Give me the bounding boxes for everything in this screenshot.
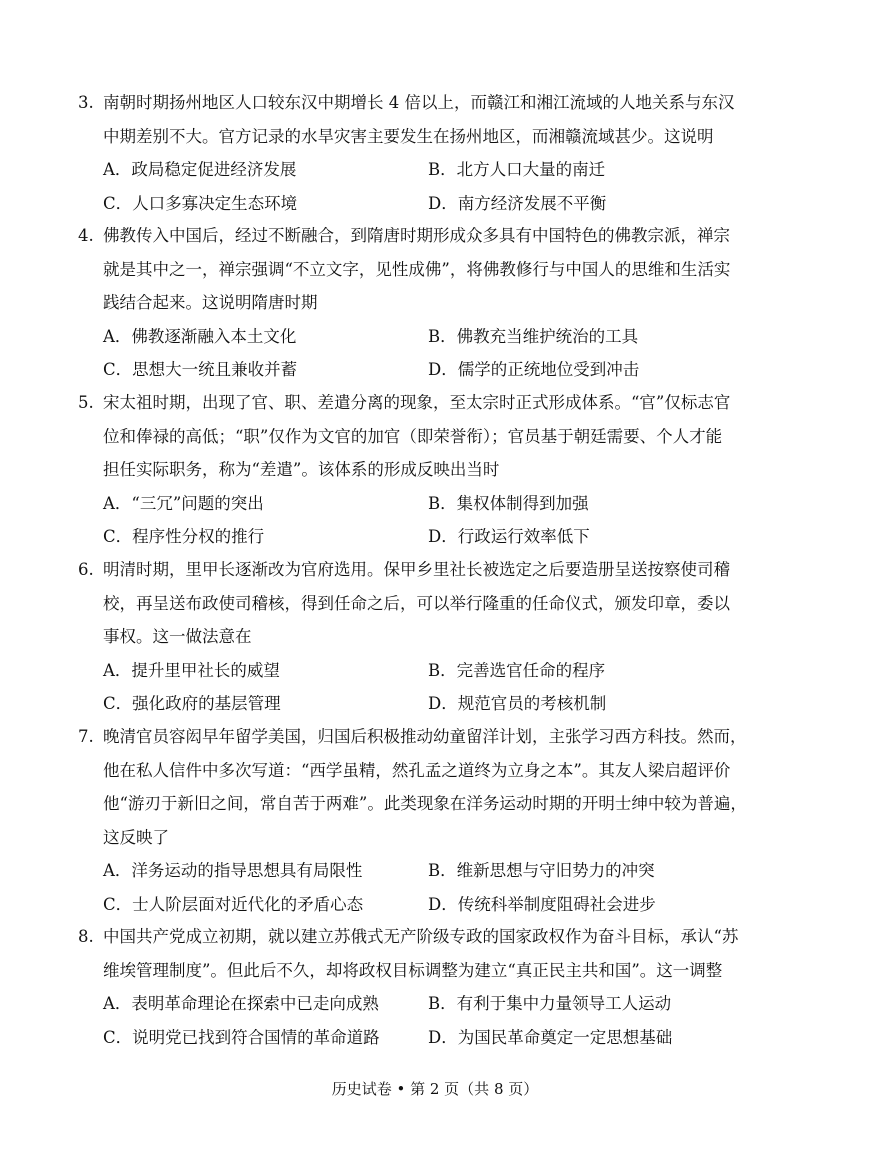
question-stem-line: 8. 中国共产党成立初期，就以建立苏俄式无产阶级专政的国家政权作为奋斗目标，承认“苏 — [78, 920, 798, 954]
question-stem-line: 中期差别不大。官方记录的水旱灾害主要发生在扬州地区，而湘赣流域甚少。这说明 — [103, 126, 714, 146]
question-stem-line: 事权。这一做法意在 — [103, 627, 252, 646]
question-6 — [78, 553, 798, 721]
option-a[interactable]: A．佛教逐渐融入本土文化 — [103, 326, 297, 346]
option-c[interactable]: C．人口多寡决定生态环境 — [103, 193, 298, 213]
question-number: 6. — [78, 560, 94, 579]
option-b[interactable]: B．佛教充当维护统治的工具 — [428, 326, 639, 346]
question-stem-line: 践结合起来。这说明隋唐时期 — [103, 293, 318, 312]
option-c[interactable]: C．士人阶层面对近代化的矛盾心态 — [103, 894, 364, 914]
question-7 — [78, 720, 798, 921]
question-number: 8. — [78, 927, 94, 946]
option-b[interactable]: B．北方人口大量的南迁 — [428, 160, 606, 179]
option-d[interactable]: D．南方经济发展不平衡 — [428, 193, 607, 213]
question-stem-line: 这反映了 — [103, 827, 169, 847]
question-stem-line: 6. 明清时期，里甲长逐渐改为官府选用。保甲乡里社长被选定之后要造册呈送按察使司稽 — [78, 553, 798, 587]
question-stem-line: 他在私人信件中多次写道：“西学虽精，然孔孟之道终为立身之本”。其友人梁启超评价 — [103, 760, 731, 780]
option-d[interactable]: D．传统科举制度阻碍社会进步 — [428, 894, 656, 914]
option-a[interactable]: A．政局稳定促进经济发展 — [103, 160, 297, 179]
question-stem-line: 担任实际职务，称为“差遣”。该体系的形成反映出当时 — [103, 460, 500, 479]
option-a[interactable]: A．表明革命理论在探索中已走向成熟 — [103, 994, 379, 1013]
question-stem-line: 7. 晚清官员容闳早年留学美国，归国后积极推动幼童留洋计划，主张学习西方科技。然而， — [78, 720, 798, 754]
question-stem-line: 3. 南朝时期扬州地区人口较东汉中期增长 4 倍以上，而赣江和湘江流域的人地关系与东汉 — [78, 86, 798, 120]
question-stem-line: 位和俸禄的高低；“职”仅作为文官的加官（即荣誉衔）；官员基于朝廷需要、个人才能 — [103, 426, 723, 446]
option-d[interactable]: D．行政运行效率低下 — [428, 527, 590, 546]
option-a[interactable]: A．提升里甲社长的威望 — [103, 660, 280, 680]
page-footer: 历史试卷 • 第 2 页（共 8 页） — [331, 1080, 539, 1098]
question-3 — [78, 86, 798, 220]
option-c[interactable]: C．说明党已找到符合国情的革命道路 — [103, 1027, 380, 1047]
question-4 — [78, 219, 798, 387]
option-c[interactable]: C．强化政府的基层管理 — [103, 694, 281, 713]
option-b[interactable]: B．有利于集中力量领导工人运动 — [428, 994, 672, 1013]
option-c[interactable]: C．程序性分权的推行 — [103, 527, 265, 546]
option-d[interactable]: D．儒学的正统地位受到冲击 — [428, 360, 640, 379]
option-c[interactable]: C．思想大一统且兼收并蓄 — [103, 360, 298, 379]
question-number: 3. — [78, 93, 94, 112]
question-number: 5. — [78, 393, 94, 412]
question-number: 7. — [78, 727, 94, 746]
question-5 — [78, 386, 798, 554]
option-a[interactable]: A．“三冗”问题的突出 — [103, 493, 264, 513]
option-d[interactable]: D．规范官员的考核机制 — [428, 694, 607, 713]
option-b[interactable]: B．集权体制得到加强 — [428, 493, 589, 513]
option-a[interactable]: A．洋务运动的指导思想具有局限性 — [103, 861, 363, 880]
option-d[interactable]: D．为国民革命奠定一定思想基础 — [428, 1027, 673, 1047]
question-stem-line: 校，再呈送布政使司稽核，得到任命之后，可以举行隆重的任命仪式，颁发印章，委以 — [103, 593, 730, 613]
question-stem-line: 维埃管理制度”。但此后不久，却将政权目标调整为建立“真正民主共和国”。这一调整 — [103, 960, 723, 980]
question-stem-line: 5. 宋太祖时期，出现了官、职、差遣分离的现象，至太宗时正式形成体系。“官”仅标志官 — [78, 386, 798, 420]
option-b[interactable]: B．维新思想与守旧势力的冲突 — [428, 861, 655, 880]
question-8 — [78, 920, 798, 1054]
question-number: 4. — [78, 226, 94, 245]
option-b[interactable]: B．完善选官任命的程序 — [428, 660, 606, 680]
question-stem-line: 就是其中之一，禅宗强调“不立文字，见性成佛”，将佛教修行与中国人的思维和生活实 — [103, 259, 731, 279]
question-stem-line: 他“游刃于新旧之间，常自苦于两难”。此类现象在洋务运动时期的开明士绅中较为普遍， — [103, 794, 747, 813]
question-stem-line: 4. 佛教传入中国后，经过不断融合，到隋唐时期形成众多具有中国特色的佛教宗派，禅宗 — [78, 219, 798, 253]
